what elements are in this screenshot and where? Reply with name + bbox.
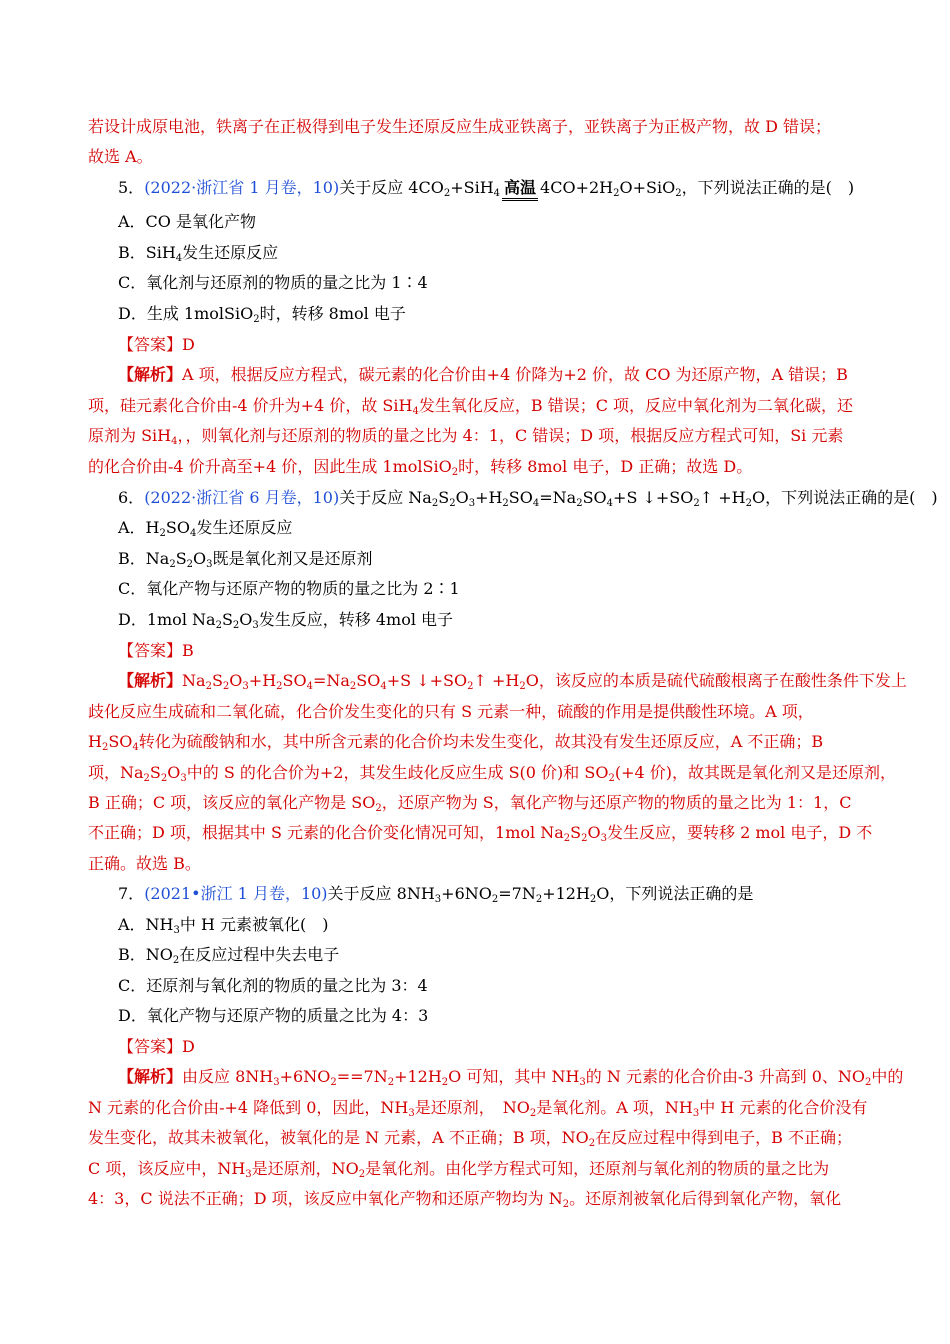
option-b: B．$NO_2$在反应过程中失去电子 — [118, 945, 340, 966]
explanation-line: 【解析】由反应 $8NH_3+6NO_2==7N_2+12H_2O$ 可知，其中 $NH_3$的 N 元素的化合价由-3 升高到 0、$NO_2$中的 — [118, 1067, 904, 1088]
explanation-line: $H_2SO_4$转化为硫酸钠和水，其中所含元素的化合价均未发生变化，故其没有发生还原反应，A 不正确；B — [88, 732, 824, 753]
option-d: D．生成 1molSiO$_2$时，转移 8mol 电子 — [118, 304, 406, 325]
option-b: B．$Na_2S_2O_3$既是氧化剂又是还原剂 — [118, 549, 373, 570]
option-a: A．CO 是氧化产物 — [118, 212, 257, 231]
option-c: C．氧化产物与还原产物的物质的量之比为 2∶1 — [118, 579, 460, 598]
question-5-stem: 5．(2022·浙江省 1 月卷，10)关于反应 $4CO_2+SiH_4$ 高温 $4CO+2H_2O+SiO_2$，下列说法正确的是( ) — [118, 178, 855, 199]
question-number: 7． — [118, 884, 145, 903]
answer-label: 【答案】D — [118, 335, 195, 354]
explanation-line: 【解析】$Na_2S_2O_3+H_2SO_4=Na_2SO_4+S$ $↓+SO_2↑ +H_2O$，该反应的本质是硫代硫酸根离子在酸性条件下发上 — [118, 671, 907, 692]
explanation-line: 歧化反应生成硫和二氧化硫，化合价发生变化的只有 S 元素一种，硫酸的作用是提供酸性环境。A 项， — [88, 702, 814, 721]
question-source: (2022·浙江省 6 月卷，10) — [144, 488, 340, 507]
explanation-line: C 项，该反应中，$NH_3$是还原剂，$NO_2$是氧化剂。由化学方程式可知，还原剂与氧化剂的物质的量之比为 — [88, 1159, 830, 1180]
question-source: (2021•浙江 1 月卷，10) — [144, 884, 328, 903]
option-b: B．SiH$_4$发生还原反应 — [118, 243, 279, 264]
option-d: D．1mol $Na_2S_2O_3$发生反应，转移 4mol 电子 — [118, 610, 454, 631]
explanation-line: 发生变化，故其未被氧化，被氧化的是 N 元素，A 不正确；B 项，$NO_2$在反应过程中得到电子，B 不正确； — [88, 1128, 853, 1149]
explanation-line: 原剂为 SiH$_4$，，则氧化剂与还原剂的物质的量之比为 4：1，C 错误；D 项，根据反应方程式可知，Si 元素 — [88, 426, 844, 447]
explanation-line: N 元素的化合价由-+4 降低到 0，因此，$NH_3$是还原剂， $NO_2$是氧化剂。A 项，$NH_3$中 H 元素的化合价没有 — [88, 1098, 868, 1119]
explanation-line: B 正确；C 项，该反应的氧化产物是 $SO_2$，还原产物为 S，氧化产物与还原产物的物质的量之比为 1：1，C — [88, 793, 852, 814]
explanation-line: 4：3，C 说法不正确；D 项，该反应中氧化产物和还原产物均为 $N_2$。还原剂被氧化后得到氧化产物，氧化 — [88, 1189, 842, 1210]
explanation-line: 的化合价由-4 价升高至+4 价，因此生成 1molSiO$_2$时，转移 8mol 电子，D 正确；故选 D。 — [88, 457, 753, 478]
question-source: (2022·浙江省 1 月卷，10) — [144, 178, 340, 197]
option-c: C．还原剂与氧化剂的物质的量之比为 3：4 — [118, 976, 428, 995]
answer-label: 【答案】B — [118, 641, 194, 660]
explanation-line: 正确。故选 B。 — [88, 854, 201, 873]
prev-explanation-line: 故选 A。 — [88, 147, 153, 166]
option-a: A．$H_2SO_4$发生还原反应 — [118, 518, 293, 539]
explanation-line: 【解析】A 项，根据反应方程式，碳元素的化合价由+4 价降为+2 价，故 CO 为还原产物，A 错误；B — [118, 365, 848, 384]
explanation-line: 不正确；D 项，根据其中 S 元素的化合价变化情况可知，1mol $Na_2S_2O_3$发生反应，要转移 2 mol 电子，D 不 — [88, 823, 873, 844]
question-number: 5． — [118, 178, 145, 197]
reaction-condition: 高温 — [504, 177, 536, 201]
option-d: D．氧化产物与还原产物的质量之比为 4：3 — [118, 1006, 429, 1025]
question-number: 6． — [118, 488, 145, 507]
prev-explanation-line: 若设计成原电池，铁离子在正极得到电子发生还原反应生成亚铁离子，亚铁离子为正极产物，故 D 错误； — [88, 117, 832, 136]
question-6-stem: 6．(2022·浙江省 6 月卷，10)关于反应 $Na_2S_2O_3+H_2SO_4=Na_2SO_4+S$ $↓+SO_2↑ +H_2O$，下列说法正确的是( ) — [118, 488, 938, 509]
answer-label: 【答案】D — [118, 1037, 195, 1056]
question-7-stem: 7．(2021•浙江 1 月卷，10)关于反应 $8NH_3+6NO_2=7N_2+12H_2O$，下列说法正确的是 — [118, 884, 754, 905]
explanation-line: 项，$Na_2S_2O_3$中的 S 的化合价为+2，其发生歧化反应生成 S(0 价)和 $SO_2(+4$ 价)，故其既是氧化剂又是还原剂， — [88, 763, 896, 784]
option-c: C．氧化剂与还原剂的物质的量之比为 1∶4 — [118, 273, 428, 292]
explanation-line: 项，硅元素化合价由-4 价升为+4 价，故 SiH$_4$发生氧化反应，B 错误；C 项，反应中氧化剂为二氧化碳，还 — [88, 396, 854, 417]
option-a: A．$NH_3$中 H 元素被氧化( ) — [118, 915, 329, 936]
